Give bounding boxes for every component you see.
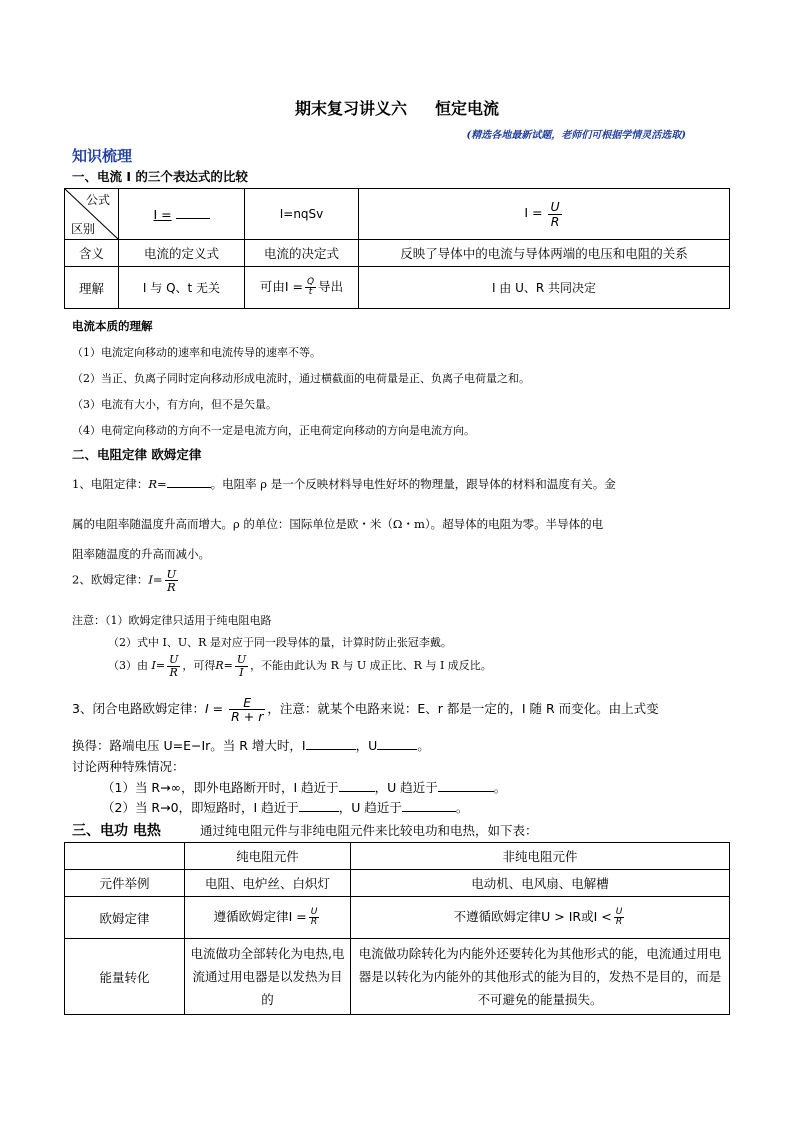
header-non-pure-resistor: 非纯电阻元件 bbox=[351, 843, 730, 870]
closed-circuit-fraction: $\frac{E}{R + r}$ bbox=[231, 695, 264, 725]
meaning-ohm: 反映了导体中的电流与导体两端的电压和电阻的关系 bbox=[359, 240, 730, 267]
subtitle-note: (精选各地最新试题，老师们可根据学情灵活选取) bbox=[466, 130, 686, 141]
current-expressions-table bbox=[64, 188, 730, 309]
essence-heading: 电流本质的理解 bbox=[72, 319, 153, 333]
closed-circuit-law-line2: 换得：路端电压 U=E−Ir。当 R 增大时，I ，U 。 bbox=[72, 738, 430, 753]
case2-current-blank bbox=[299, 799, 339, 812]
formula-blank bbox=[176, 206, 210, 219]
title-topic: 恒定电流 bbox=[435, 99, 500, 118]
work-heat-table bbox=[64, 842, 730, 1015]
examples-non-pure: 电动机、电风扇、电解槽 bbox=[351, 870, 730, 897]
ohm-law-line: 2、欧姆定律：I= $\frac{U}{R}$ bbox=[72, 567, 177, 595]
note-1: 注意：（1）欧姆定律只适用于纯电阻电路 bbox=[72, 614, 272, 627]
case1-current-blank bbox=[339, 779, 375, 792]
essence-item-3: （3）电流有大小，有方向，但不是矢量。 bbox=[72, 398, 277, 411]
current-change-blank bbox=[306, 737, 356, 750]
row-label-understanding: 理解 bbox=[65, 267, 119, 309]
pure-u-over-r-fraction: $\frac{U}{R}$ bbox=[310, 906, 318, 928]
understanding-determination: 可由I = $\frac{Q}{t}$ 导出 bbox=[245, 267, 359, 309]
resistance-law-blank bbox=[167, 475, 211, 488]
part1-heading: 一、电流 I 的三个表达式的比较 bbox=[72, 169, 248, 184]
ohm-pure: 遵循欧姆定律I = $\frac{U}{R}$ bbox=[185, 897, 351, 939]
meaning-determination: 电流的决定式 bbox=[245, 240, 359, 267]
energy-non-pure: 电流做功除转化为内能外还要转化为其他形式的能，电流通过用电器是以转化为内能外的其他形式的能为目的，发热不是目的，而是不可避免的能量损失。 bbox=[351, 939, 730, 1015]
part3-intro: 通过纯电阻元件与非纯电阻元件来比较电功和电热，如下表： bbox=[200, 823, 538, 838]
essence-item-2: （2）当正、负离子同时定向移动形成电流时，通过横截面的电荷量是正、负离子电荷量之和。 bbox=[72, 372, 530, 385]
row-label-ohm-law: 欧姆定律 bbox=[65, 897, 185, 939]
ohm-fraction: $\frac{U}{R}$ bbox=[166, 567, 177, 595]
q-over-t-fraction: $\frac{Q}{t}$ bbox=[307, 276, 315, 298]
examples-pure: 电阻、电炉丝、白炽灯 bbox=[185, 870, 351, 897]
discuss-heading: 讨论两种特殊情况： bbox=[72, 759, 185, 774]
understanding-ohm: I 由 U、R 共同决定 bbox=[359, 267, 730, 309]
row-label-meaning: 含义 bbox=[65, 240, 119, 267]
resistance-law-line3: 阻率随温度的升高而减小。 bbox=[72, 547, 210, 561]
section-knowledge-heading: 知识梳理 bbox=[72, 147, 133, 165]
title-main: 期末复习讲义六 bbox=[294, 99, 407, 118]
corner-empty-cell bbox=[65, 843, 185, 870]
voltage-change-blank bbox=[377, 737, 417, 750]
energy-pure: 电流做功全部转化为电热,电流通过用电器是以发热为目的 bbox=[185, 939, 351, 1015]
essence-item-4: （4）电荷定向移动的方向不一定是电流方向，正电荷定向移动的方向是电流方向。 bbox=[72, 424, 475, 437]
corner-top-label: 公式 bbox=[85, 193, 110, 207]
meaning-definition: 电流的定义式 bbox=[119, 240, 245, 267]
special-case-2: （2）当 R→0，即短路时，I 趋近于 ，U 趋近于 。 bbox=[102, 800, 469, 815]
u-over-r-fraction: $\frac{U}{R}$ bbox=[550, 199, 560, 229]
understanding-definition: I 与 Q、t 无关 bbox=[119, 267, 245, 309]
header-pure-resistor: 纯电阻元件 bbox=[185, 843, 351, 870]
resistance-law-line1: 1、电阻定律：R= 。电阻率 ρ 是一个反映材料导电性好坏的物理量，跟导体的材料和温度有关。金 bbox=[72, 477, 616, 491]
non-pure-u-over-r-fraction: $\frac{U}{R}$ bbox=[615, 906, 623, 928]
essence-item-1: （1）电流定向移动的速率和电流传导的速率不等。 bbox=[72, 346, 321, 359]
resistance-law-line2: 属的电阻率随温度升高而增大。ρ 的单位：国际单位是欧・米（Ω・m）。超导体的电阻为零。半导体的电 bbox=[72, 517, 604, 531]
note3-fraction-2: $\frac{U}{I}$ bbox=[236, 653, 247, 679]
part2-heading: 二、电阻定律 欧姆定律 bbox=[72, 447, 202, 462]
note-3: （3）由 I= $\frac{U}{R}$ ，可得R= $\frac{U}{I}$ ，不能由此认为 R 与 U 成正比、R 与 I 成反比。 bbox=[108, 653, 492, 679]
note-2: （2）式中 I、U、R 是对应于同一段导体的量，计算时防止张冠李戴。 bbox=[108, 636, 452, 649]
ohm-non-pure: 不遵循欧姆定律U > IR或I < $\frac{U}{R}$ bbox=[351, 897, 730, 939]
note3-fraction-1: $\frac{U}{R}$ bbox=[169, 653, 179, 679]
part3-heading: 三、电功 电热 bbox=[72, 823, 161, 839]
row-label-examples: 元件举例 bbox=[65, 870, 185, 897]
definition-formula-cell: I = bbox=[119, 189, 245, 240]
case2-voltage-blank bbox=[402, 799, 456, 812]
corner-header-cell bbox=[65, 189, 119, 240]
corner-bottom-label: 区别 bbox=[71, 222, 96, 236]
row-label-energy: 能量转化 bbox=[65, 939, 185, 1015]
page-title bbox=[0, 96, 794, 119]
closed-circuit-law-line1: 3、闭合电路欧姆定律：I = $\frac{E}{R + r}$ ，注意：就某个电路来说：E、r 都是一定的，I 随 R 而变化。由上式变 bbox=[72, 695, 659, 725]
case1-voltage-blank bbox=[438, 779, 494, 792]
microscopic-formula-cell: I=nqSv bbox=[245, 189, 359, 240]
ohm-formula-cell: I = $\frac{U}{R}$ bbox=[359, 189, 730, 240]
special-case-1: （1）当 R→∞，即外电路断开时，I 趋近于 ，U 趋近于 。 bbox=[102, 780, 507, 795]
